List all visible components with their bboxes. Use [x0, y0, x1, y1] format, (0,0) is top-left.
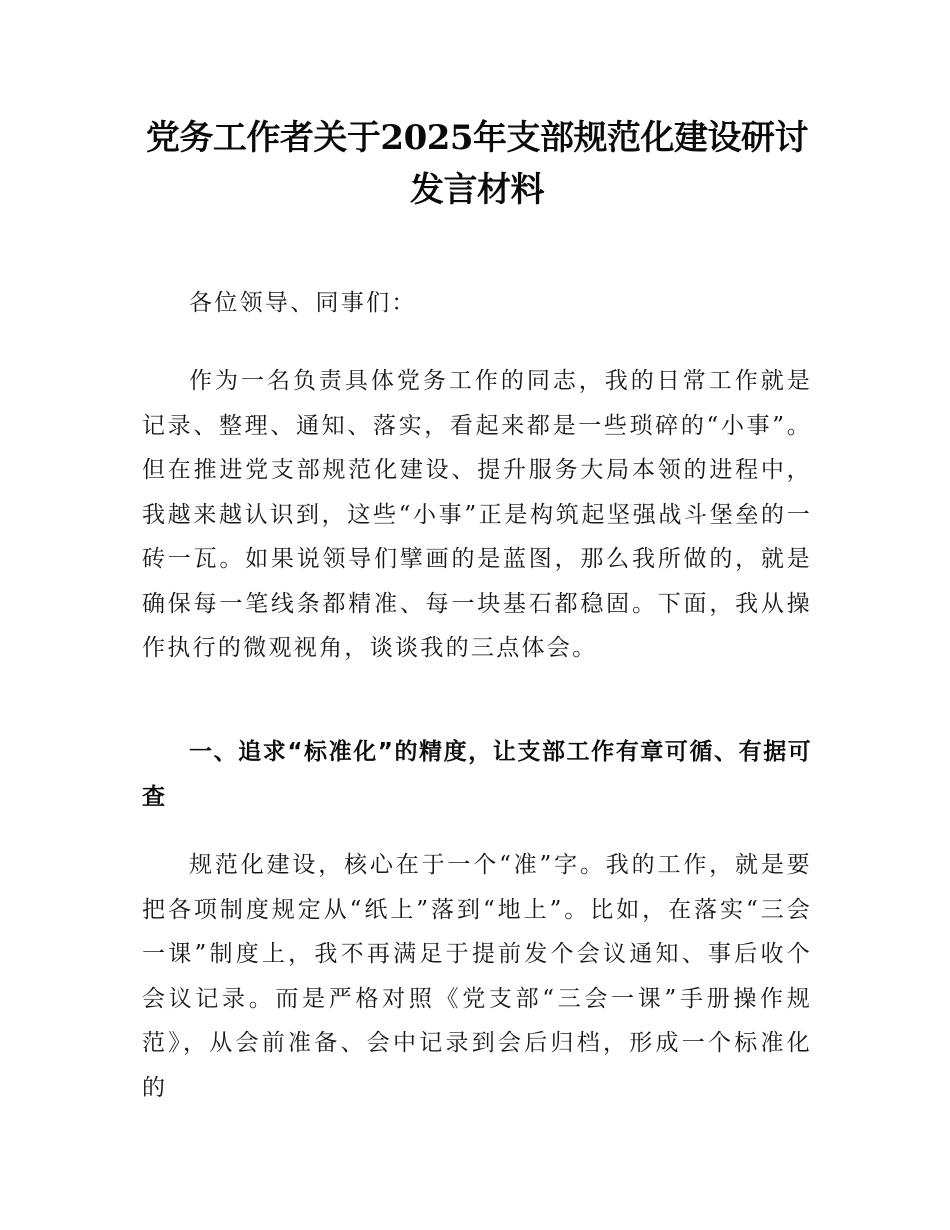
section-body-1: 规范化建设，核心在于一个“准”字。我的工作，就是要把各项制度规定从“纸上”落到“地上”。比如，在落实“三会一课”制度上，我不再满足于提前发个会议通知、事后收个会议记录。而是严格对照《党支部“三会一课”手册操作规范》，从会前准备、会中记录到会后归档，形成一个标准化的: [142, 852, 812, 1101]
section-heading-1: 一、追求“标准化”的精度，让支部工作有章可循、有据可查: [142, 739, 812, 810]
document-title: 党务工作者关于2025年支部规范化建设研讨发言材料: [145, 118, 809, 210]
intro-paragraph: 作为一名负责具体党务工作的同志，我的日常工作就是记录、整理、通知、落实，看起来都是一些琐碎的“小事”。但在推进党支部规范化建设、提升服务大局本领的进程中，我越来越认识到，这些“小事”正是构筑起坚强战斗堡垒的一砖一瓦。如果说领导们擘画的是蓝图，那么我所做的，就是确保每一笔线条都精准、每一块基石都稳固。下面，我从操作执行的微观视角，谈谈我的三点体会。: [142, 368, 812, 661]
salutation: 各位领导、同事们：: [189, 290, 417, 316]
